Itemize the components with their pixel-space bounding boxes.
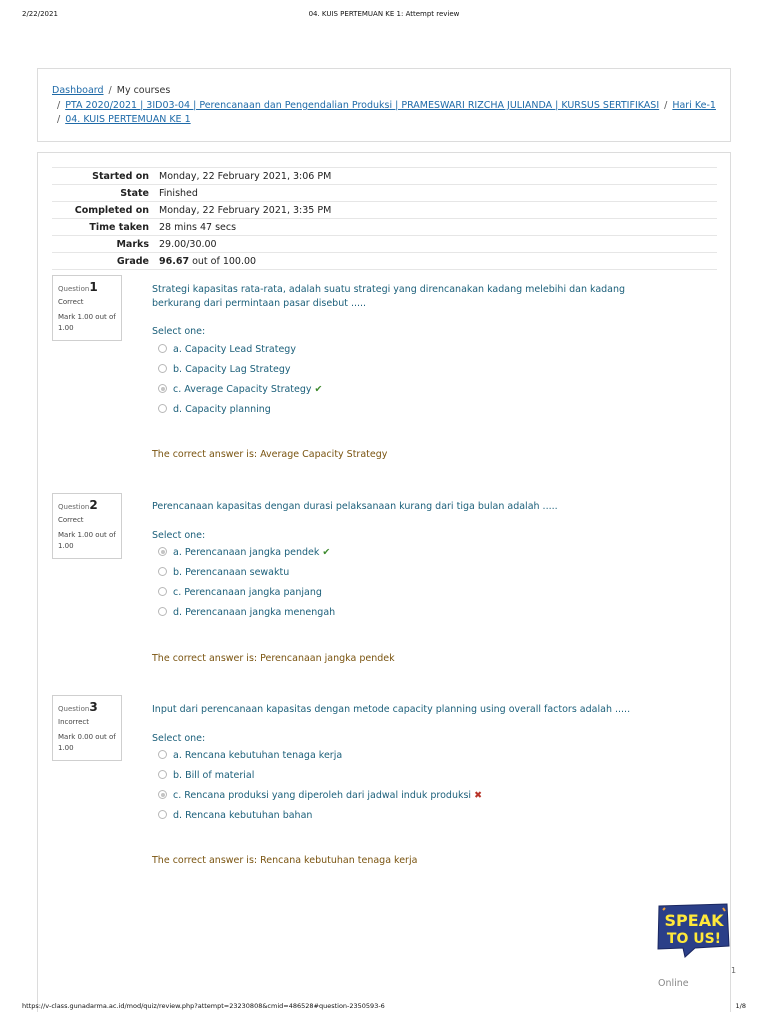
summary-value: 28 mins 47 secs xyxy=(159,222,237,233)
radio-button[interactable] xyxy=(158,750,167,759)
answer-option-3d[interactable] xyxy=(158,810,312,821)
summary-row-started xyxy=(52,167,717,184)
breadcrumb-section-link[interactable]: Hari Ke-1 xyxy=(672,100,716,111)
option-label: c. Rencana produksi yang diperoleh dari jadwal induk produksi xyxy=(173,790,472,801)
breadcrumb-quiz-link[interactable]: 04. KUIS PERTEMUAN KE 1 xyxy=(65,114,191,125)
radio-button[interactable] xyxy=(158,567,167,576)
question-text-2: Perencanaan kapasitas dengan durasi pelaksanaan kurang dari tiga bulan adalah ..... xyxy=(152,501,558,512)
correct-answer-3: The correct answer is: Rencana kebutuhan tenaga kerja xyxy=(152,855,418,866)
grade-value: 96.67 xyxy=(159,256,190,267)
summary-label: Grade xyxy=(116,256,149,267)
question-number: 2 xyxy=(89,498,98,512)
radio-button[interactable] xyxy=(158,770,167,779)
question-state: Correct xyxy=(58,298,84,306)
check-icon: ✔ xyxy=(314,384,323,395)
question-info-2 xyxy=(52,493,122,559)
breadcrumb-separator: / xyxy=(108,85,112,96)
option-label: a. Capacity Lead Strategy xyxy=(173,344,296,355)
speech-bubble-icon xyxy=(655,902,731,958)
breadcrumb-line-2 xyxy=(52,100,716,111)
quiz-review-region xyxy=(37,152,731,1012)
radio-button-selected[interactable] xyxy=(158,790,167,799)
breadcrumb-course-link[interactable]: PTA 2020/2021 | 3ID03-04 | Perencanaan dan Pengendalian Produksi | PRAMESWARI RIZCHA JULIANDA | KURSUS SERTIFIKASI xyxy=(65,100,660,111)
select-one-label: Select one: xyxy=(152,530,206,541)
speak-badge-line1: SPEAK xyxy=(664,911,724,930)
question-state: Incorrect xyxy=(58,718,90,726)
option-label: a. Rencana kebutuhan tenaga kerja xyxy=(173,750,343,761)
print-url: https://v-class.gunadarma.ac.id/mod/quiz/review.php?attempt=23230808&cmid=486528#question-2350593-6 xyxy=(22,1002,385,1010)
print-header xyxy=(0,10,768,22)
option-label: b. Capacity Lag Strategy xyxy=(173,364,291,375)
answer-option-2d[interactable] xyxy=(158,607,335,618)
question-mark: Mark 0.00 out of 1.00 xyxy=(58,733,116,752)
summary-label: Time taken xyxy=(89,222,149,233)
radio-button[interactable] xyxy=(158,364,167,373)
breadcrumb-separator: / xyxy=(57,114,61,125)
print-page-number: 1/8 xyxy=(735,1002,746,1010)
correct-answer-2: The correct answer is: Perencanaan jangka pendek xyxy=(152,653,395,664)
question-state: Correct xyxy=(58,516,84,524)
radio-button[interactable] xyxy=(158,344,167,353)
answer-option-3c[interactable] xyxy=(158,790,482,801)
summary-row-time-taken xyxy=(52,218,717,235)
answer-option-1a[interactable] xyxy=(158,344,296,355)
print-title: 04. KUIS PERTEMUAN KE 1: Attempt review xyxy=(308,10,460,18)
radio-button-selected[interactable] xyxy=(158,384,167,393)
question-label: Question xyxy=(58,503,90,511)
radio-button[interactable] xyxy=(158,607,167,616)
check-icon: ✔ xyxy=(322,547,331,558)
summary-value: Monday, 22 February 2021, 3:35 PM xyxy=(159,205,332,216)
answer-option-1b[interactable] xyxy=(158,364,290,375)
scroll-indicator: 1 xyxy=(731,966,737,975)
answer-option-1d[interactable] xyxy=(158,404,271,415)
question-number: 3 xyxy=(89,700,98,714)
question-label: Question xyxy=(58,705,90,713)
option-label: c. Perencanaan jangka panjang xyxy=(173,587,322,598)
answer-option-3b[interactable] xyxy=(158,770,254,781)
breadcrumb-line-1 xyxy=(52,85,170,96)
radio-button[interactable] xyxy=(158,810,167,819)
breadcrumb-dashboard-link[interactable]: Dashboard xyxy=(52,85,104,96)
cross-icon: ✖ xyxy=(474,790,483,801)
answer-option-3a[interactable] xyxy=(158,750,342,761)
option-label: b. Perencanaan sewaktu xyxy=(173,567,290,578)
correct-answer-1: The correct answer is: Average Capacity Strategy xyxy=(152,449,388,460)
radio-button[interactable] xyxy=(158,404,167,413)
summary-row-state xyxy=(52,184,717,201)
summary-row-marks xyxy=(52,235,717,252)
summary-label: Marks xyxy=(116,239,149,250)
summary-value: Monday, 22 February 2021, 3:06 PM xyxy=(159,171,332,182)
print-date: 2/22/2021 xyxy=(22,10,58,18)
question-mark: Mark 1.00 out of 1.00 xyxy=(58,531,116,550)
option-label: a. Perencanaan jangka pendek xyxy=(173,547,320,558)
online-status: Online xyxy=(658,978,689,989)
breadcrumb-separator: / xyxy=(57,100,61,111)
option-label: d. Perencanaan jangka menengah xyxy=(173,607,336,618)
question-text-1: Strategi kapasitas rata-rata, adalah suatu strategi yang direncanakan kadang melebihi dan kadang berkurang dari permintaan pasar disebut ..... xyxy=(152,284,626,309)
speak-to-us-chat-button[interactable] xyxy=(655,902,731,958)
question-text-3: Input dari perencanaan kapasitas dengan metode capacity planning using overall factors adalah ..... xyxy=(152,704,631,715)
question-info-1 xyxy=(52,275,122,341)
select-one-label: Select one: xyxy=(152,733,206,744)
breadcrumb-line-3 xyxy=(52,114,191,125)
breadcrumb xyxy=(37,68,731,142)
answer-option-2a[interactable] xyxy=(158,547,330,558)
radio-button[interactable] xyxy=(158,587,167,596)
summary-label: Completed on xyxy=(74,205,149,216)
option-label: d. Capacity planning xyxy=(173,404,271,415)
breadcrumb-separator: / xyxy=(664,100,668,111)
grade-suffix: out of 100.00 xyxy=(189,256,257,267)
summary-label: State xyxy=(120,188,149,199)
question-info-3 xyxy=(52,695,122,761)
summary-value: Finished xyxy=(159,188,198,199)
question-mark: Mark 1.00 out of 1.00 xyxy=(58,313,116,332)
speak-badge-line2: TO US! xyxy=(666,931,722,947)
question-label: Question xyxy=(58,285,90,293)
select-one-label: Select one: xyxy=(152,326,206,337)
radio-button-selected[interactable] xyxy=(158,547,167,556)
option-label: d. Rencana kebutuhan bahan xyxy=(173,810,313,821)
answer-option-1c[interactable] xyxy=(158,384,323,395)
summary-value xyxy=(159,256,256,267)
summary-label: Started on xyxy=(92,171,149,182)
question-number: 1 xyxy=(89,280,98,294)
attempt-summary-table xyxy=(52,167,717,270)
breadcrumb-my-courses: My courses xyxy=(116,85,171,96)
summary-value: 29.00/30.00 xyxy=(159,239,217,250)
option-label: c. Average Capacity Strategy xyxy=(173,384,312,395)
answer-option-2b[interactable] xyxy=(158,567,289,578)
option-label: b. Bill of material xyxy=(173,770,255,781)
answer-option-2c[interactable] xyxy=(158,587,322,598)
summary-row-completed xyxy=(52,201,717,218)
summary-row-grade xyxy=(52,252,717,270)
